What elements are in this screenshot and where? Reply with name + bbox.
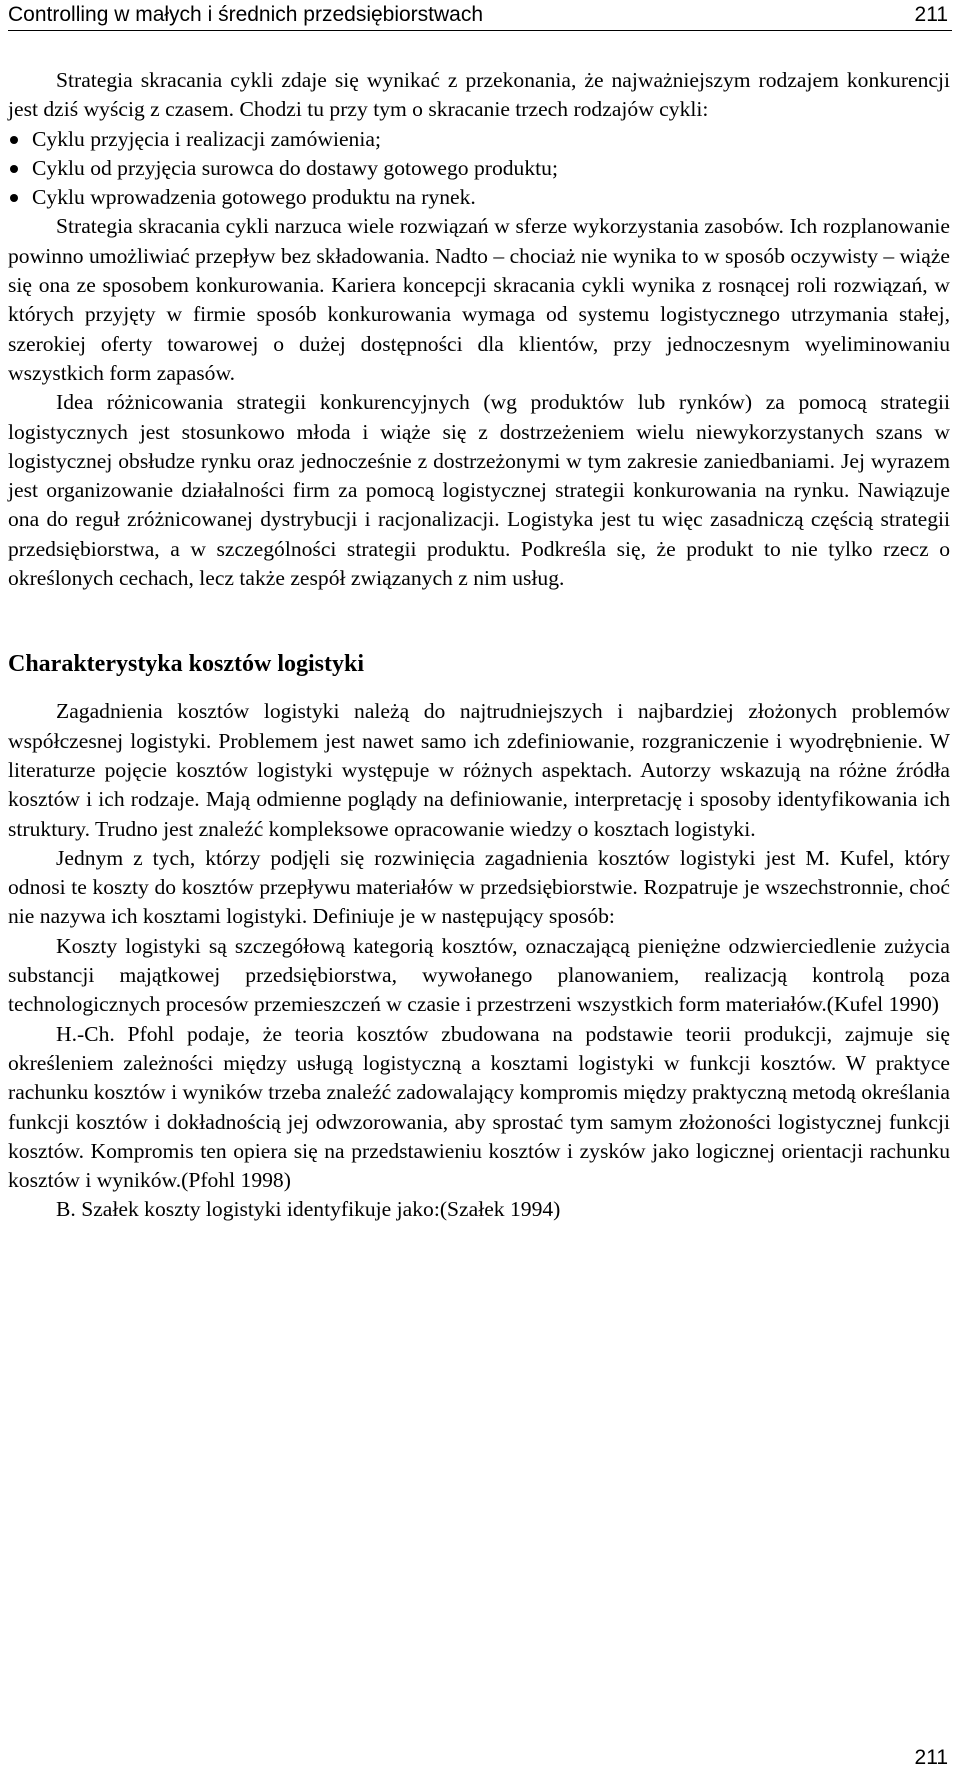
- running-header-page-number: 211: [914, 3, 948, 26]
- list-item: [8, 183, 950, 212]
- body-paragraph: Idea różnicowania strategii konkurencyjnych (wg produktów lub rynków) za pomocą strategii logistycznych jest stosunkowo młoda i wiąże się z dostrzeżeniem wielu niewykorzystanych szans w logistycznej obsłudze rynku oraz jednocześnie z dostrzeżonymi w tym zakresie zaniedbaniami. Jej wyrazem jest organizowanie działalności firm za pomocą logistycznej strategii konkurowania na rynku. Nawiązuje ona do reguł zróżnicowanej dystrybucji i racjonalizacji. Logistyka jest tu więc zasadniczą częścią strategii przedsiębiorstwa, a w szczególności strategii produktu. Podkreśla się, że produkt to nie tylko rzecz o określonych cechach, lecz także zespół związanych z nim usług.: [8, 390, 950, 591]
- bullet-icon: [10, 194, 18, 202]
- list-item: [8, 125, 950, 154]
- running-header-title: Controlling w małych i średnich przedsiębiorstwach: [8, 3, 484, 26]
- cycle-list: [8, 125, 950, 213]
- running-header: [8, 0, 952, 31]
- list-item-text: Cyklu od przyjęcia surowca do dostawy gotowego produktu;: [32, 155, 558, 180]
- list-item: [8, 154, 950, 183]
- bullet-icon: [10, 136, 18, 144]
- bullet-icon: [10, 165, 18, 173]
- body-paragraph: Zagadnienia kosztów logistyki należą do najtrudniejszych i najbardziej złożonych problemów współczesnej logistyki. Problemem jest nawet samo ich zdefiniowanie, rozgraniczenie i wyodrębnienie. W literaturze pojęcie kosztów logistyki występuje w różnych aspektach. Autorzy wskazują na różne źródła kosztów i ich rodzaje. Mają odmienne poglądy na definiowanie, interpretację i sposoby identyfikowania ich struktury. Trudno jest znaleźć kompleksowe opracowanie wiedzy o kosztach logistyki.: [8, 699, 950, 841]
- document-body: [8, 66, 950, 1225]
- body-paragraph: B. Szałek koszty logistyki identyfikuje jako:(Szałek 1994): [56, 1197, 561, 1222]
- section-heading: Charakterystyka kosztów logistyki: [8, 651, 365, 678]
- footer-page-number: 211: [914, 1746, 948, 1769]
- intro-paragraph: Strategia skracania cykli zdaje się wynikać z przekonania, że najważniejszym rodzajem konkurencji jest dziś wyścig z czasem. Chodzi tu przy tym o skracanie trzech rodzajów cykli:: [8, 68, 950, 122]
- list-item-text: Cyklu przyjęcia i realizacji zamówienia;: [32, 126, 381, 151]
- body-paragraph: Jednym z tych, którzy podjęli się rozwinięcia zagadnienia kosztów logistyki jest M. Kufel, który odnosi te koszty do kosztów przepływu materiałów w przedsiębiorstwie. Rozpatruje je wszechstronnie, choć nie nazywa ich kosztami logistyki. Definiuje je w następujący sposób:: [8, 845, 950, 929]
- list-item-text: Cyklu wprowadzenia gotowego produktu na rynek.: [32, 185, 476, 210]
- body-paragraph: Strategia skracania cykli narzuca wiele rozwiązań w sferze wykorzystania zasobów. Ich rozplanowanie powinno umożliwiać przepływ bez składowania. Nadto – chociaż nie wynika to w sposób oczywisty – wiąże się ona ze sposobem konkurowania. Kariera koncepcji skracania cykli wynika z rosnącej roli rozwiązań, w których przyjęty w firmie sposób konkurowania wymaga od systemu logistycznego utrzymania stałej, szerokiej oferty towarowej o dużej dostępności dla klientów, przy jednoczesnym wyeliminowaniu wszystkich form zapasów.: [8, 214, 950, 385]
- definition-paragraph: Koszty logistyki są szczegółową kategorią kosztów, oznaczającą pieniężne odzwierciedlenie zużycia substancji majątkowej przedsiębiorstwa, wywołanego planowaniem, realizacją kontrolą poza technologicznych procesów przemieszczeń w czasie i przestrzeni wszystkich form materiałów.(Kufel 1990): [8, 933, 950, 1017]
- body-paragraph: H.-Ch. Pfohl podaje, że teoria kosztów zbudowana na podstawie teorii produkcji, zajmuje się określeniem zależności między usługą logistyczną a kosztami logistyki w funkcji kosztów. W praktyce rachunku kosztów i wyników trzeba znaleźć zadowalający kompromis między praktyczną metodą określania funkcji kosztów i dokładnością jej odwzorowania, aby sprostać tym samym złożoności logistycznej funkcji kosztów. Kompromis ten opiera się na przedstawieniu kosztów i zysków jako logicznej orientacji rachunku kosztów i wyników.(Pfohl 1998): [8, 1021, 950, 1193]
